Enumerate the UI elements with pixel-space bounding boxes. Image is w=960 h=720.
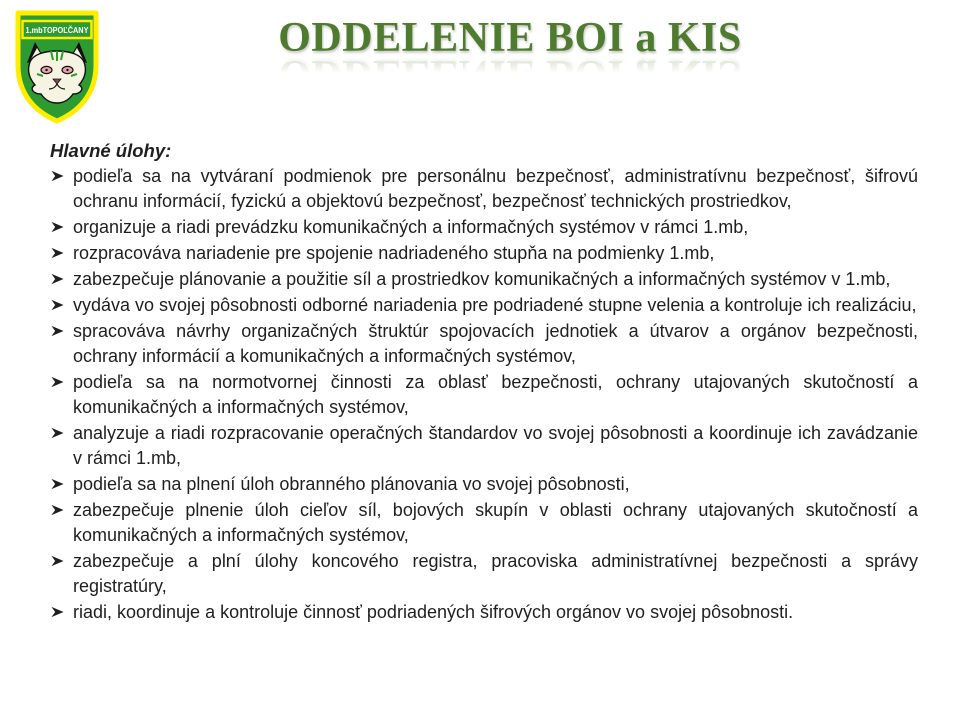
task-text: riadi, koordinuje a kontroluje činnosť podriadených šifrových orgánov vo svojej pôsobnosti. xyxy=(73,602,794,622)
task-item xyxy=(50,370,924,420)
task-item xyxy=(50,267,918,292)
bullet-arrow-icon xyxy=(51,376,64,388)
slide-title: ODDELENIE BOI a KIS xyxy=(278,15,742,61)
task-text: rozpracováva nariadenie pre spojenie nadriadeného stupňa na podmienky 1.mb, xyxy=(73,243,715,263)
bullet-arrow-icon xyxy=(51,427,64,439)
task-item xyxy=(50,319,924,369)
task-item xyxy=(50,600,918,625)
bullet-arrow-icon xyxy=(51,555,64,567)
task-text: podieľa sa na plnení úloh obranného plánovania vo svojej pôsobnosti, xyxy=(73,474,630,494)
task-text: organizuje a riadi prevádzku komunikačných a informačných systémov v rámci 1.mb, xyxy=(73,217,749,237)
task-text: analyzuje a riadi rozpracovanie operačných štandardov vo svojej pôsobnosti a koordinuje ich zavádzanie v rámci 1.mb, xyxy=(73,423,924,468)
bullet-arrow-icon xyxy=(51,247,64,259)
task-text: podieľa sa na vytváraní podmienok pre personálnu bezpečnosť, administratívnu bezpečnosť, šifrovú ochranu informácií, fyzickú a objektovú bezpečnosť, bezpečnosť technických prostriedkov, xyxy=(73,166,924,211)
bullet-arrow-icon xyxy=(51,170,64,182)
task-list xyxy=(50,164,924,625)
task-text: podieľa sa na normotvornej činnosti za oblasť bezpečnosti, ochrany utajovaných skutočností a komunikačných a informačných systémov, xyxy=(73,372,924,417)
task-text: vydáva vo svojej pôsobnosti odborné nariadenia pre podriadené stupne velenia a kontroluje ich realizáciu, xyxy=(73,295,917,315)
bullet-arrow-icon xyxy=(51,606,64,618)
task-item xyxy=(50,293,918,318)
task-item xyxy=(50,472,918,497)
task-item xyxy=(50,498,924,548)
task-text: spracováva návrhy organizačných štruktúr spojovacích jednotiek a útvarov a orgánov bezpečnosti, ochrany informácií a komunikačných a informačných systémov, xyxy=(73,321,924,366)
task-item xyxy=(50,549,924,599)
bullet-arrow-icon xyxy=(51,504,64,516)
task-text: zabezpečuje plánovanie a použitie síl a prostriedkov komunikačných a informačných systémov v 1.mb, xyxy=(73,269,891,289)
bullet-arrow-icon xyxy=(51,478,64,490)
task-item xyxy=(50,241,918,266)
task-item xyxy=(50,215,918,240)
bullet-arrow-icon xyxy=(51,299,64,311)
bullet-arrow-icon xyxy=(51,221,64,233)
slide-body xyxy=(50,138,924,626)
task-item xyxy=(50,164,924,214)
crest-banner-text: 1.mbTOPOĽČANY xyxy=(25,25,97,35)
bullet-arrow-icon xyxy=(51,273,64,285)
main-tasks-heading: Hlavné úlohy: xyxy=(50,140,172,161)
title-zone xyxy=(60,14,960,62)
task-item xyxy=(50,421,924,471)
task-text: zabezpečuje a plní úlohy koncového registra, pracoviska administratívnej bezpečnosti a správy registratúry, xyxy=(73,551,924,596)
bullet-arrow-icon xyxy=(51,325,64,337)
task-text: zabezpečuje plnenie úloh cieľov síl, bojových skupín v oblasti ochrany utajovaných skutočností a komunikačných a informačných systémov, xyxy=(73,500,924,545)
